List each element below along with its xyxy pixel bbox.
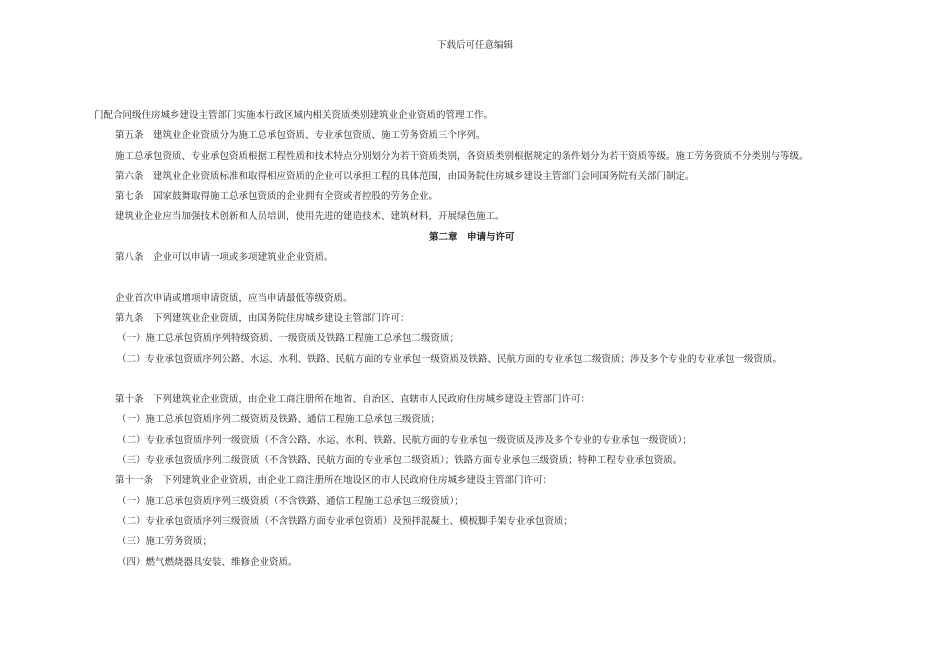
article-7: 第七条 国家鼓舞取得施工总承包资质的企业拥有全资或者控股的劳务企业。 <box>115 191 439 203</box>
blank-line <box>94 268 894 288</box>
article-5-detail: 施工总承包资质、专业承包资质根据工程性质和技术特点分别划分为若干资质类别，各资质类别根据规定的条件划分为若干资质等级。施工劳务资质不分类别与等级。 <box>115 150 809 162</box>
article-11-item-3: （三）施工劳务资质； <box>117 536 213 548</box>
article-11-item-2: （二）专业承包资质序列三级资质（不含铁路方面专业承包资质）及预拌混凝土、模板脚手架专业承包资质； <box>117 515 574 527</box>
document-body <box>94 106 894 573</box>
article-11: 第十一条 下列建筑业企业资质，由企业工商注册所在地设区的市人民政府住房城乡建设主管部门许可： <box>115 475 553 487</box>
article-11-item-1: （一）施工总承包资质序列三级资质（不含铁路、通信工程施工总承包三级资质）； <box>117 495 464 507</box>
article-9-item-2: （二）专业承包资质序列公路、水运、水利、铁路、民航方面的专业承包一级资质及铁路、民航方面的专业承包二级资质；涉及多个专业的专业承包一级资质。 <box>117 353 783 365</box>
article-10-item-3: （三）专业承包资质序列二级资质（不含铁路、民航方面的专业承包二级资质）；铁路方面专业承包三级资质；特种工程专业承包资质。 <box>117 455 683 467</box>
article-9-item-1: （一）施工总承包资质序列特级资质、一级资质及铁路工程施工总承包二级资质； <box>117 333 460 345</box>
article-7-detail: 建筑业企业应当加强技术创新和人员培训，使用先进的建造技术、建筑材料，开展绿色施工。 <box>115 211 505 223</box>
article-8-detail: 企业首次申请或增项申请资质，应当申请最低等级资质。 <box>115 292 353 304</box>
article-10: 第十条 下列建筑业企业资质，由企业工商注册所在地省、自治区、直辖市人民政府住房城乡建设主管部门许可： <box>115 394 591 406</box>
page-header-note: 下载后可任意编辑 <box>436 40 513 51</box>
article-6: 第六条 建筑业企业资质标准和取得相应资质的企业可以承担工程的具体范围，由国务院住房城乡建设主管部门会同国务院有关部门制定。 <box>115 170 695 182</box>
blank-line <box>94 370 894 390</box>
paragraph-continuation: 门配合同级住房城乡建设主管部门实施本行政区域内相关资质类别建筑业企业资质的管理工作。 <box>94 110 494 121</box>
article-9: 第九条 下列建筑业企业资质，由国务院住房城乡建设主管部门许可： <box>115 312 410 324</box>
article-5: 第五条 建筑业企业资质分为施工总承包资质、专业承包资质、施工劳务资质三个序列。 <box>115 130 486 142</box>
article-10-item-2: （二）专业承包资质序列一级资质（不含公路、水运、水利、铁路、民航方面的专业承包一级资质及涉及多个专业的专业承包一级资质）； <box>117 434 692 446</box>
article-8: 第八条 企业可以申请一项或多项建筑业企业资质。 <box>115 252 334 264</box>
article-11-item-4: （四）燃气燃烧器具安装、维修企业资质。 <box>117 556 298 568</box>
article-10-item-1: （一）施工总承包资质序列二级资质及铁路、通信工程施工总承包三级资质； <box>117 414 441 426</box>
chapter-2-heading: 第二章 申请与许可 <box>429 231 515 243</box>
